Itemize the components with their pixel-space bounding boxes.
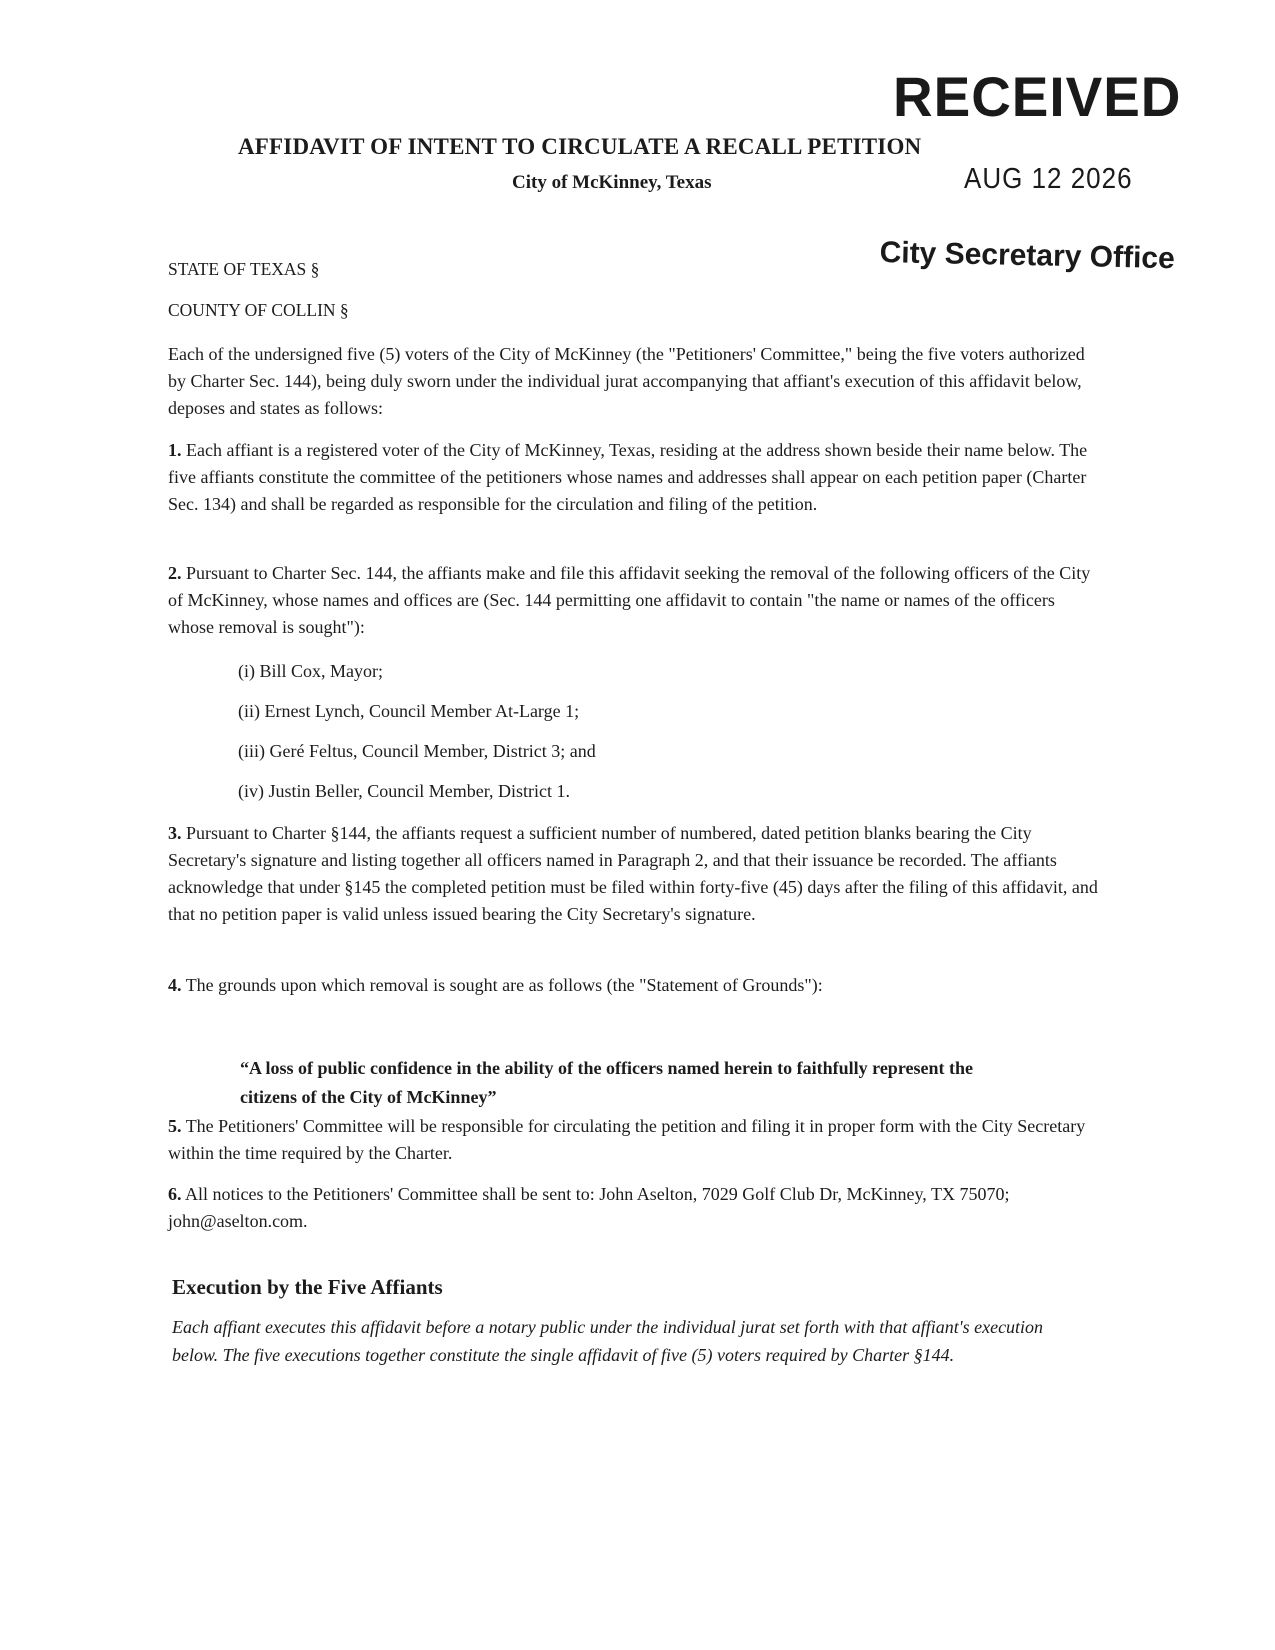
officer-item: (ii) Ernest Lynch, Council Member At-Large 1; [238, 701, 580, 721]
venue-county: COUNTY OF COLLIN § [168, 300, 349, 320]
paragraph-text: Pursuant to Charter §144, the affiants request a sufficient number of numbered, dated petition blanks bearing the City Secretary's signature and listing together all officers named in Paragraph 2, and that their issuance be recorded. The affiants acknowledge that under §145 the completed petition must be filed within forty-five (45) days after the filing of this affidavit, and that no petition paper is valid unless issued bearing the City Secretary's signature. [168, 823, 1098, 924]
execution-heading: Execution by the Five Affiants [172, 1275, 443, 1299]
paragraph-2 [168, 560, 1098, 641]
paragraph-number: 1. [168, 440, 182, 460]
paragraph-number: 4. [168, 975, 182, 995]
paragraph-4 [168, 972, 1098, 999]
officer-item: (iv) Justin Beller, Council Member, District 1. [238, 781, 571, 801]
paragraph-5 [168, 1113, 1098, 1167]
paragraph-text: Each affiant is a registered voter of the City of McKinney, Texas, residing at the address shown beside their name below. The five affiants constitute the committee of the petitioners whose names and addresses shall appear on each petition paper (Charter Sec. 134) and shall be regarded as responsible for the circulation and filing of the petition. [168, 440, 1088, 514]
paragraph-text: Pursuant to Charter Sec. 144, the affiants make and file this affidavit seeking the removal of the following officers of the City of McKinney, whose names and offices are (Sec. 144 permitting one affidavit to contain "the name or names of the officers whose removal is sought"): [168, 563, 1091, 637]
officer-item: (i) Bill Cox, Mayor; [238, 661, 383, 681]
paragraph-number: 3. [168, 823, 182, 843]
paragraph-6 [168, 1181, 1098, 1235]
document-subtitle: City of McKinney, Texas [512, 172, 712, 193]
officer-item: (iii) Geré Feltus, Council Member, District 3; and [238, 741, 596, 761]
paragraph-number: 6. [168, 1184, 182, 1204]
paragraph-1 [168, 437, 1098, 518]
paragraph-number: 2. [168, 563, 182, 583]
venue-state: STATE OF TEXAS § [168, 259, 320, 279]
paragraph-number: 5. [168, 1116, 182, 1136]
received-date-stamp: AUG 12 2026 [964, 161, 1133, 195]
paragraph-text: The grounds upon which removal is sought are as follows (the "Statement of Grounds"): [185, 975, 823, 995]
statement-of-grounds: “A loss of public confidence in the ability of the officers named herein to faithfully represent the citizens of the City of McKinney” [240, 1058, 973, 1107]
execution-note: Each affiant executes this affidavit before a notary public under the individual jurat set forth with that affiant's execution below. The five executions together constitute the single affidavit of five (5) voters required by Charter §144. [172, 1317, 1044, 1365]
intro-paragraph: Each of the undersigned five (5) voters of the City of McKinney (the "Petitioners' Committee," being the five voters authorized by Charter Sec. 144), being duly sworn under the individual jurat accompanying that affiant's execution of this affidavit below, deposes and states as follows: [168, 344, 1085, 418]
paragraph-text: The Petitioners' Committee will be responsible for circulating the petition and filing it in proper form with the City Secretary within the time required by the Charter. [168, 1116, 1086, 1163]
received-stamp: RECEIVED [893, 65, 1182, 128]
document-title: AFFIDAVIT OF INTENT TO CIRCULATE A RECALL PETITION [238, 134, 922, 159]
paragraph-3 [168, 820, 1098, 928]
paragraph-text: All notices to the Petitioners' Committee shall be sent to: John Aselton, 7029 Golf Club Dr, McKinney, TX 75070; john@aselton.com. [168, 1184, 1010, 1231]
office-stamp: City Secretary Office [879, 236, 1176, 276]
